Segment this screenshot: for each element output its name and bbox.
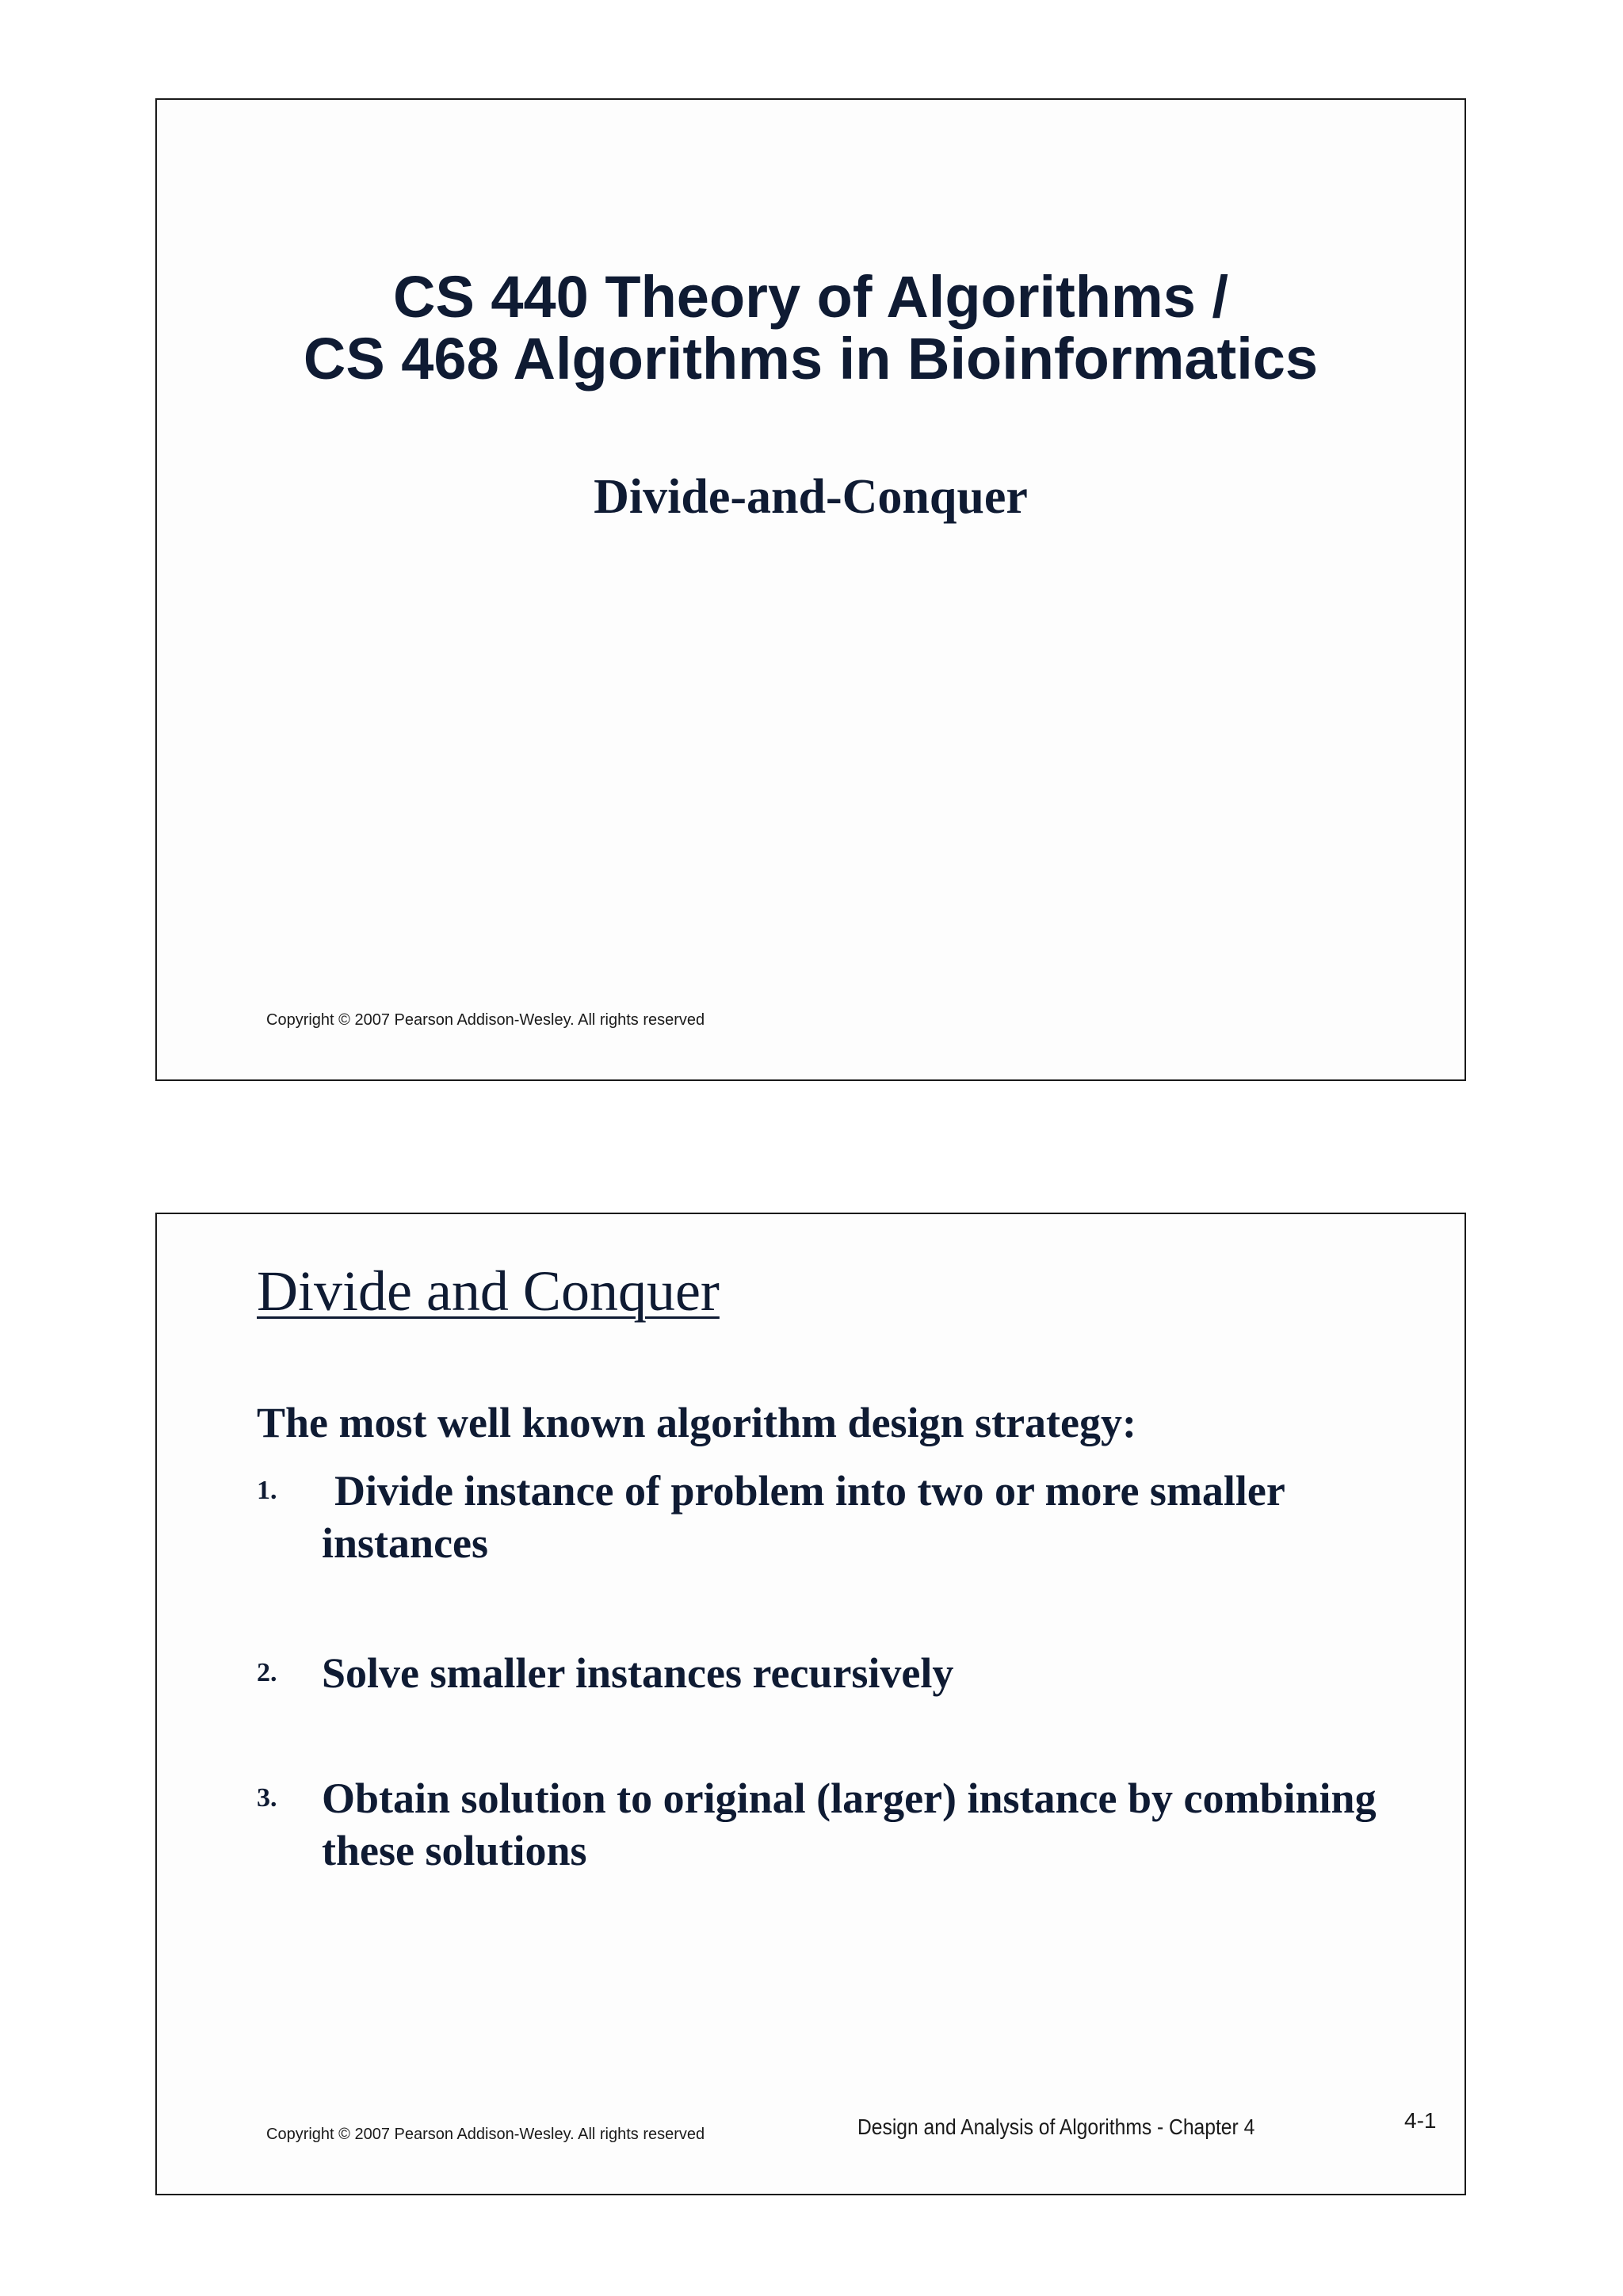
list-item-number: 1. [257, 1476, 277, 1505]
footer-title: Design and Analysis of Algorithms - Chapter 4 [857, 2115, 1255, 2139]
list-item [257, 1465, 1398, 1569]
slide-subtitle: Divide-and-Conquer [594, 470, 1028, 524]
content-slide [155, 1213, 1466, 2195]
list-item-text [322, 1465, 1398, 1569]
copyright-notice: Copyright © 2007 Pearson Addison-Wesley. All rights reserved [266, 1011, 705, 1029]
copyright-notice: Copyright © 2007 Pearson Addison-Wesley. All rights reserved [266, 2126, 705, 2143]
slide-title [157, 266, 1465, 390]
list-item-number: 2. [257, 1658, 277, 1687]
title-line-1: CS 440 Theory of Algorithms / [393, 264, 1228, 330]
list-item-number: 3. [257, 1783, 277, 1813]
list-item [257, 1647, 1398, 1699]
list-item [257, 1772, 1398, 1877]
list-item-line: Obtain solution to original (larger) instance by combining [322, 1775, 1377, 1822]
title-line-2: CS 468 Algorithms in Bioinformatics [303, 326, 1319, 392]
intro-text: The most well known algorithm design strategy: [257, 1399, 1136, 1446]
list-item-line: Divide instance of problem into two or more smaller [334, 1467, 1285, 1515]
list-item-text [322, 1772, 1398, 1877]
slide-heading: Divide and Conquer [257, 1259, 720, 1323]
list-item-line: these solutions [322, 1827, 587, 1874]
page-number: 4-1 [1404, 2108, 1437, 2133]
title-slide [155, 98, 1466, 1081]
list-item-text: Solve smaller instances recursively [322, 1649, 954, 1697]
list-item-line: instances [322, 1519, 489, 1567]
